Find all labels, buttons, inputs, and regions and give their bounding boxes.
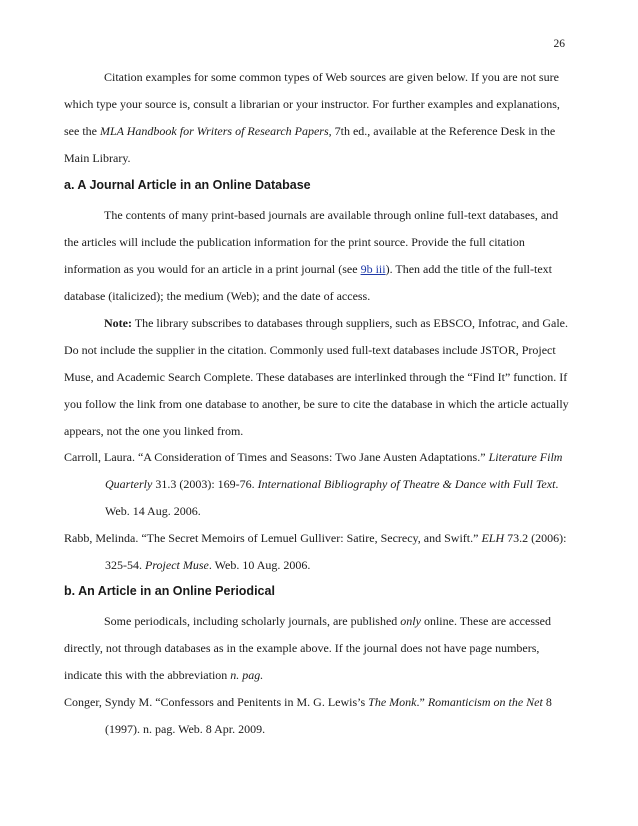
note-label: Note: bbox=[104, 316, 132, 330]
handbook-title: MLA Handbook for Writers of Research Papers bbox=[99, 124, 329, 138]
journal-title: Literature Film Quarterly bbox=[105, 450, 563, 491]
intro-text-end: , 7th ed., available at the Reference Desk in the Main Library. bbox=[64, 124, 556, 165]
section-b-paragraph bbox=[64, 608, 574, 689]
note-paragraph bbox=[64, 310, 574, 445]
emphasis-only: only bbox=[400, 614, 421, 628]
citation-text: Carroll, Laura. “A Consideration of Times and Seasons: Two Jane Austen Adaptations.” bbox=[64, 450, 489, 464]
citation-text: 8 (1997). n. pag. Web. 8 Apr. 2009. bbox=[105, 695, 552, 736]
citation-text: .” bbox=[416, 695, 428, 709]
section-b-heading: b. An Article in an Online Periodical bbox=[64, 584, 275, 598]
section-a-text: The contents of many print-based journals are available through online full-text databases, and the articles will include the publication information for the print source. Provide the full citation information as you would for an article in a print journal (see bbox=[64, 208, 559, 276]
note-text: The library subscribes to databases through suppliers, such as EBSCO, Infotrac, and Gale. Do not include the supplier in the citation. Commonly used full-text databases include JSTOR, Project Muse, and Academic Search Complete. These databases are interlinked through the “Find It” function. If you follow the link from one database to another, be sure to cite the database in which the article actually appears, not the one you linked from. bbox=[64, 316, 569, 438]
abbreviation-n-pag: n. pag. bbox=[230, 668, 264, 682]
journal-title: ELH bbox=[481, 531, 505, 545]
database-title: International Bibliography of Theatre & Dance with Full Text bbox=[257, 477, 556, 491]
intro-paragraph bbox=[64, 64, 574, 172]
section-a-text-end: ). Then add the title of the full-text database (italicized); the medium (Web); and the date of access. bbox=[64, 262, 552, 303]
section-9b-iii-link[interactable]: 9b iii bbox=[360, 262, 386, 276]
citation-text: 31.3 (2003): 169-76. bbox=[152, 477, 258, 491]
book-title: The Monk bbox=[368, 695, 417, 709]
citation-text: Rabb, Melinda. “The Secret Memoirs of Lemuel Gulliver: Satire, Secrecy, and Swift.” bbox=[64, 531, 482, 545]
section-a-paragraph bbox=[64, 202, 574, 310]
citation-text: . Web. 14 Aug. 2006. bbox=[105, 477, 559, 518]
citation-conger bbox=[64, 689, 574, 743]
section-b-text: Some periodicals, including scholarly journals, are published bbox=[104, 614, 401, 628]
section-a-heading: a. A Journal Article in an Online Database bbox=[64, 178, 311, 192]
citation-carroll bbox=[64, 444, 574, 525]
intro-text: Citation examples for some common types of Web sources are given below. If you are not sure which type your source is, consult a librarian or your instructor. For further examples and explanations, see the bbox=[64, 70, 560, 138]
database-title: Project Muse bbox=[145, 558, 209, 572]
journal-title: Romanticism on the Net bbox=[427, 695, 543, 709]
section-b-text: online. These are accessed directly, not through databases as in the example above. If the journal does not have page numbers, indicate this with the abbreviation bbox=[64, 614, 552, 682]
citation-text: . Web. 10 Aug. 2006. bbox=[208, 558, 311, 572]
citation-rabb bbox=[64, 525, 574, 579]
citation-text: 73.2 (2006): 325-54. bbox=[105, 531, 567, 572]
page-number: 26 bbox=[553, 38, 565, 50]
citation-text: Conger, Syndy M. “Confessors and Penitents in M. G. Lewis’s bbox=[64, 695, 369, 709]
